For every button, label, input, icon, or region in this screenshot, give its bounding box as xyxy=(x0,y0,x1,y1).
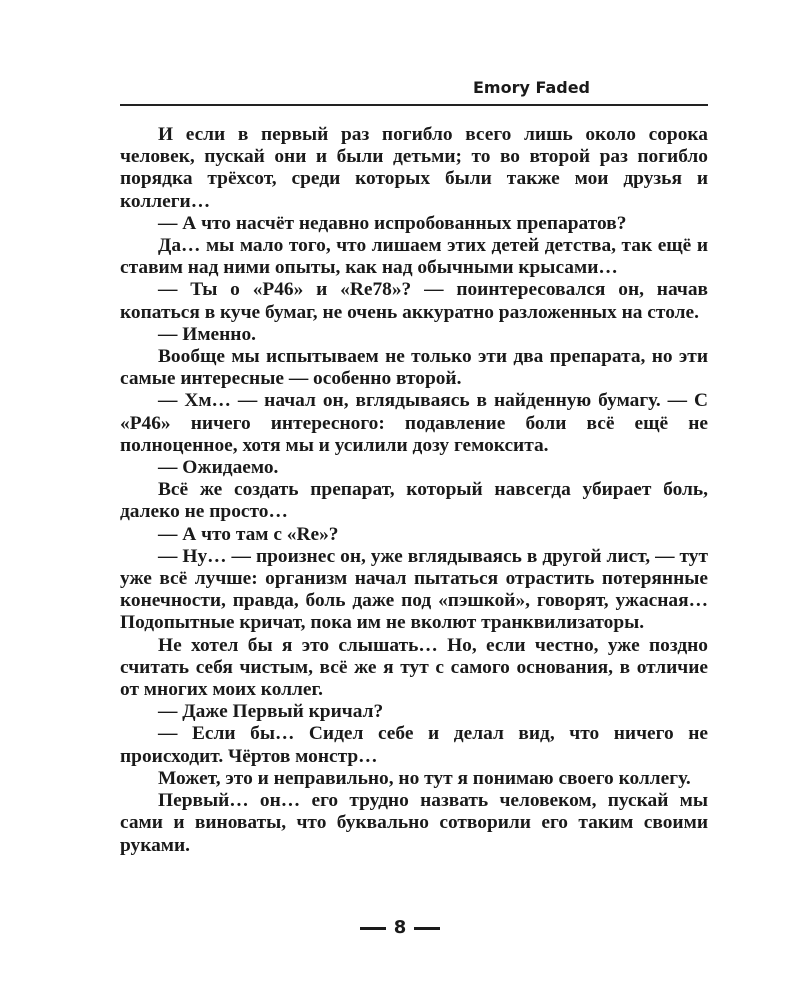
paragraph: — Ожидаемо. xyxy=(158,457,279,479)
paragraph: Не хотел бы я это слышать… Но, если честно, уже поздно считать себя чистым, всё же я тут с самого основания, в отличие от многих моих коллег. xyxy=(120,634,708,701)
paragraph: — Хм… — начал он, вглядываясь в найденную бумагу. — С «Р46» ничего интересного: подавление боли всё ещё не полноценное, хотя мы и усилили дозу гемоксита. xyxy=(120,390,708,456)
paragraph: — Даже Первый кричал? xyxy=(158,701,384,723)
paragraph: Да… мы мало того, что лишаем этих детей детства, так ещё и ставим над ними опыты, как над обычными крысами… xyxy=(120,235,708,279)
paragraph: — А что насчёт недавно испробованных препаратов? xyxy=(158,212,627,234)
paragraph: — Если бы… Сидел себе и делал вид, что ничего не происходит. Чёртов монстр… xyxy=(120,723,708,767)
paragraph: И если в первый раз погибло всего лишь около сорока человек, пускай они и были детьми; то во второй раз погибло порядка трёхсот, среди которых были также мои друзья и коллеги… xyxy=(120,124,708,212)
paragraph: Может, это и неправильно, но тут я понимаю своего коллегу. xyxy=(158,767,691,789)
paragraph: — Ну… — произнес он, уже вглядываясь в другой лист, — тут уже всё лучше: организм начал пытаться отрастить потерянные конечности, правда, боль даже под «пэшкой», говорят, ужасная… Подопытные кричат, пока им не вколют транквилизаторы. xyxy=(120,545,708,634)
paragraph: Всё же создать препарат, который навсегда убирает боль, далеко не просто… xyxy=(120,479,708,523)
paragraph: Вообще мы испытываем не только эти два препарата, но эти самые интересные — особенно второй. xyxy=(120,346,708,390)
paragraph: — Ты о «Р46» и «Re78»? — поинтересовался он, начав копаться в куче бумаг, не очень аккуратно разложенных на столе. xyxy=(120,279,708,323)
header-rule xyxy=(120,104,708,106)
paragraph: Первый… он… его трудно назвать человеком, пускай мы сами и виноваты, что буквально сотворили его таким своими руками. xyxy=(120,790,708,856)
body-text xyxy=(120,124,708,857)
paragraph: — А что там с «Re»? xyxy=(158,523,339,545)
page-footer xyxy=(0,917,800,938)
footer-dash-left xyxy=(360,927,386,930)
paragraph: — Именно. xyxy=(158,323,257,345)
page-number: 8 xyxy=(393,917,407,938)
footer-dash-right xyxy=(414,927,440,930)
running-header-title: Emory Faded xyxy=(472,78,590,97)
